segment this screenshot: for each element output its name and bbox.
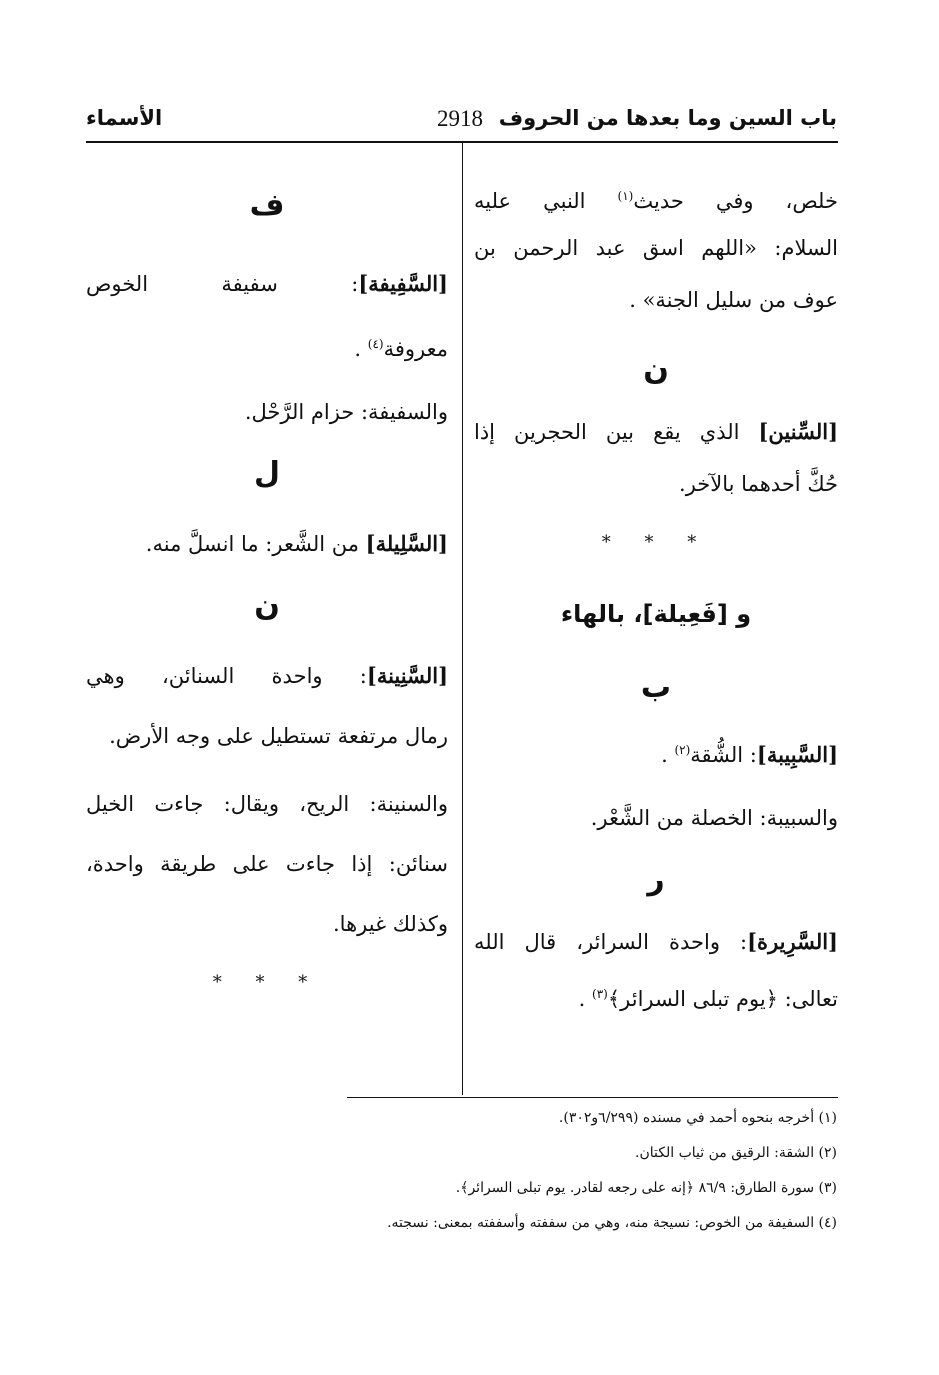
footnote-2: (٢) الشقة: الرقيق من ثياب الكتان.	[635, 1145, 837, 1161]
headword: [السَّنِينة]	[366, 663, 448, 688]
footnote-ref: (٣)	[592, 987, 608, 1001]
section-letter-ra: ر	[647, 862, 665, 897]
section-letter-ba: ب	[640, 670, 672, 705]
section-letter-nun: ن	[643, 352, 669, 387]
section-separator: * * *	[601, 532, 711, 553]
running-header-right: باب السين وما بعدها من الحروف	[498, 106, 837, 130]
section-separator: * * *	[212, 972, 322, 993]
footnote-ref: (٤)	[367, 337, 384, 351]
entry-text-line: تعالى: ﴿يوم تبلى السرائر﴾$^{(٣)}$ .	[578, 987, 838, 1011]
entry-text-line: عوف من سليل الجنة» .	[629, 288, 838, 312]
entry-salila: [السَّلِيلة] من الشَّعر: ما انسلَّ منه.	[145, 531, 448, 556]
entry-sarira: [السَّرِيرة]: واحدة السرائر، قال الله	[474, 929, 838, 954]
footnote-4: (٤) السفيفة من الخوص: نسيجة منه، وهي من سففته وأسففته بمعنى: نسجته.	[387, 1215, 837, 1231]
headword: [السَّلِيلة]	[365, 531, 448, 556]
entry-sanina: [السَّنِينة]: واحدة السنائن، وهي	[86, 663, 448, 688]
left-column	[86, 170, 448, 1016]
footnote-ref: (١)	[617, 189, 634, 203]
section-letter-nun-2: ن	[254, 588, 280, 623]
entry-sinin: [السِّنين] الذي يقع بين الحجرين إذا	[474, 419, 838, 444]
column-divider	[462, 143, 463, 1095]
entry-text-line: والسفيفة: حزام الرَّحْل.	[244, 400, 448, 424]
right-column	[474, 170, 838, 1020]
footnote-rule	[347, 1097, 838, 1098]
entry-text-line: سنائن: إذا جاءت على طريقة واحدة،	[86, 852, 448, 876]
headword: [السَّفِيفة]	[358, 271, 448, 296]
running-header-left: الأسماء	[86, 106, 163, 130]
headword: [السِّنين]	[758, 419, 838, 444]
entry-text-line: والسنينة: الريح، ويقال: جاءت الخيل	[86, 792, 448, 816]
section-letter-fa: ف	[249, 188, 285, 223]
entry-text-line: السلام: «اللهم اسق عبد الرحمن بن	[474, 236, 838, 260]
footnote-1: (١) أخرجه بنحوه أحمد في مسنده (٦/٢٩٩و٣٠٢).	[558, 1110, 837, 1126]
entry-safifa: [السَّفِيفة]: سفيفة الخوص	[86, 271, 448, 296]
headword: [السَّبِيبة]	[756, 742, 838, 767]
entry-text-line: وكذلك غيرها.	[333, 912, 448, 936]
entry-text-line: والسبيبة: الخصلة من الشَّعْر.	[590, 806, 838, 830]
footnote-ref: (٢)	[674, 743, 691, 757]
entry-text-line: حُكَّ أحدهما بالآخر.	[679, 472, 838, 496]
section-letter-lam: ل	[253, 456, 281, 491]
entry-text-line: رمال مرتفعة تستطيل على وجه الأرض.	[109, 724, 448, 748]
headword: [السَّرِيرة]	[747, 929, 838, 954]
footnote-3: (٣) سورة الطارق: ٨٦/٩ ﴿إنه على رجعه لقادر. يوم تبلى السرائر﴾.	[455, 1180, 837, 1196]
entry-text-line: خلص، وفي حديث$^{(١)}$ النبي عليه	[474, 189, 838, 213]
entry-sabiba: [السَّبِيبة]: الشُّقة$^{(٢)}$ .	[661, 742, 838, 767]
page-number: 2918	[437, 106, 483, 131]
section-heading: و [فَعِيلة]، بالهاء	[560, 600, 752, 628]
entry-text-line: معروفة$^{(٤)}$ .	[354, 337, 448, 361]
